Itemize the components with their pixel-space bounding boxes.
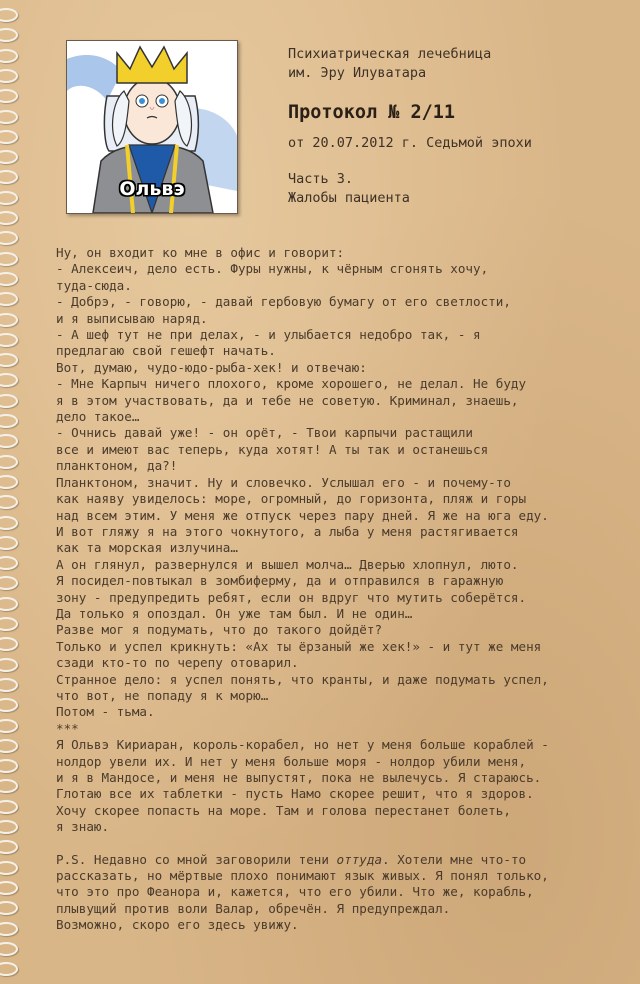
spiral-ring — [0, 861, 18, 875]
spiral-ring — [0, 759, 18, 773]
postscript-text: . Хотели мне что-то — [382, 851, 527, 867]
spiral-ring — [0, 942, 18, 956]
spiral-ring — [0, 211, 18, 225]
text-line: над всем этим. У меня же отпуск через пару дней. Я же на юга еду. — [56, 507, 549, 523]
spiral-ring — [0, 475, 18, 489]
spiral-ring — [0, 434, 18, 448]
text-line: Странное дело: я успел понять, что кранты, и даже подумать успел, — [56, 671, 549, 687]
text-line: И вот гляжу я на этого чокнутого, а лыба у меня растягивается — [56, 523, 519, 539]
part-label: Часть 3. — [288, 171, 354, 187]
spiral-ring — [0, 637, 18, 651]
spiral-ring — [0, 881, 18, 895]
spiral-ring — [0, 597, 18, 611]
postscript-line — [56, 852, 630, 868]
section-label: Жалобы пациента — [288, 190, 410, 206]
spiral-ring — [0, 8, 18, 22]
text-line: - А шеф тут не при делах, - и улыбается недобро так, - я — [56, 327, 481, 343]
spiral-ring — [0, 292, 18, 306]
institution-line-1: Психиатрическая лечебница — [288, 46, 492, 62]
spiral-ring — [0, 89, 18, 103]
text-line: все и имеют вас теперь, куда хотят! А ты так и останешься — [56, 441, 489, 457]
text-line: зону - предупредить ребят, если он вдруг что мутить соберётся. — [56, 589, 527, 605]
spiral-ring — [0, 191, 18, 205]
text-line: как та морская излучина… — [56, 540, 238, 556]
text-line: *** — [56, 720, 79, 736]
protocol-date: от 20.07.2012 г. Седьмой эпохи — [288, 135, 532, 151]
text-line: Хочу скорее попасть на море. Там и голова перестанет болеть, — [56, 802, 511, 818]
text-line: Разве мог я подумать, что до такого дойдёт? — [56, 622, 383, 638]
text-line: Потом - тьма. — [56, 704, 155, 720]
spiral-ring — [0, 28, 18, 42]
postscript-line: Возможно, скоро его здесь увижу. — [56, 917, 299, 933]
spiral-ring — [0, 495, 18, 509]
text-line: - Алексеич, дело есть. Фуры нужны, к чёрным сгонять хочу, — [56, 261, 489, 277]
text-line: планктоном, да?! — [56, 458, 178, 474]
spiral-ring — [0, 739, 18, 753]
spiral-ring — [0, 313, 18, 327]
text-line: Ну, он входит ко мне в офис и говорит: — [56, 245, 345, 260]
spiral-ring — [0, 901, 18, 915]
text-line: что вот, не попаду я к морю… — [56, 687, 269, 703]
postscript-line: что это про Феанора и, кажется, что его убили. Что же, корабль, — [56, 884, 534, 900]
spiral-ring — [0, 516, 18, 530]
text-line: - Мне Карпыч ничего плохого, кроме хорошего, не делал. Не буду — [56, 376, 527, 392]
text-line: я знаю. — [56, 819, 110, 835]
text-line: сзади кто-то по черепу отоварил. — [56, 655, 299, 671]
text-line: и я в Мандосе, и меня не выпустят, пока не вылечусь. Я стараюсь. — [56, 770, 542, 785]
spiral-ring — [0, 69, 18, 83]
spiral-ring — [0, 536, 18, 550]
spiral-ring — [0, 962, 18, 976]
spiral-ring — [0, 110, 18, 124]
spiral-ring — [0, 617, 18, 631]
spiral-ring — [0, 698, 18, 712]
text-line: я в этом участвовать, да и тебе не советую. Криминал, знаешь, — [56, 392, 519, 408]
character-portrait — [66, 40, 238, 214]
postscript-line: плывущий против воли Валар, обречён. Я предупреждал. — [56, 900, 451, 916]
text-line: как наяву увиделось: море, огромный, до горизонта, пляж и горы — [56, 491, 527, 507]
spiral-ring — [0, 840, 18, 854]
spiral-ring — [0, 49, 18, 63]
text-line: Глотаю все их таблетки - пусть Намо скорее решит, что я здоров. — [56, 786, 534, 802]
text-line: Да только я опоздал. Он уже там был. И не один… — [56, 605, 413, 621]
spiral-ring — [0, 658, 18, 672]
text-line: Я посидел-повтыкал в зомбиферму, да и отправился в гаражную — [56, 573, 504, 589]
spiral-ring — [0, 373, 18, 387]
spiral-ring — [0, 922, 18, 936]
spiral-ring — [0, 576, 18, 590]
text-line: нолдор увели их. И нет у меня больше моря - нолдор убили меня, — [56, 753, 527, 769]
text-line: - Добрэ, - говорю, - давай гербовую бумагу от его светлости, — [56, 294, 511, 310]
spiral-ring — [0, 130, 18, 144]
postscript — [56, 852, 630, 934]
spiral-ring — [0, 252, 18, 266]
spiral-ring — [0, 231, 18, 245]
spiral-ring — [0, 556, 18, 570]
complaint-text — [56, 245, 630, 836]
spiral-ring — [0, 678, 18, 692]
character-name: Ольвэ — [119, 178, 185, 200]
spiral-binding — [0, 0, 26, 984]
protocol-title: Протокол № 2/11 — [288, 102, 456, 123]
text-line: Только и успел крикнуть: «Ах ты ёрзаный же хек!» - и тут же меня — [56, 638, 542, 654]
spiral-ring — [0, 779, 18, 793]
spiral-ring — [0, 272, 18, 286]
spiral-ring — [0, 333, 18, 347]
postscript-emphasis: оттуда — [336, 851, 383, 867]
text-line: дело такое… — [56, 409, 140, 425]
document-body — [56, 245, 630, 934]
institution-line-2: им. Эру Илуватара — [288, 65, 427, 81]
text-line: предлагаю свой гешефт начать. — [56, 343, 276, 359]
spiral-ring — [0, 353, 18, 367]
text-line: - Очнись давай уже! - он орёт, - Твои карпычи растащили — [56, 425, 474, 441]
text-line: Планктоном, значит. Ну и словечко. Услышал его - и почему-то — [56, 474, 511, 490]
spiral-ring — [0, 170, 18, 184]
postscript-line: рассказать, но мёртвые плохо понимают язык живых. Я понял только, — [56, 868, 549, 884]
postscript-text: P.S. Недавно со мной заговорили тени — [56, 851, 337, 867]
protocol-header — [288, 45, 618, 208]
text-line: А он глянул, развернулся и вышел молча… Дверью хлопнул, люто. — [56, 556, 519, 572]
text-line: туда-сюда. — [56, 277, 132, 293]
spiral-ring — [0, 800, 18, 814]
text-line: и я выписываю наряд. — [56, 310, 208, 326]
spiral-ring — [0, 820, 18, 834]
spiral-ring — [0, 150, 18, 164]
spiral-ring — [0, 455, 18, 469]
spiral-ring — [0, 414, 18, 428]
text-line: Вот, думаю, чудо-юдо-рыба-хек! и отвечаю: — [56, 359, 367, 375]
spiral-ring — [0, 394, 18, 408]
spiral-ring — [0, 719, 18, 733]
text-line: Я Ольвэ Кириаран, король-корабел, но нет у меня больше кораблей - — [56, 737, 549, 753]
